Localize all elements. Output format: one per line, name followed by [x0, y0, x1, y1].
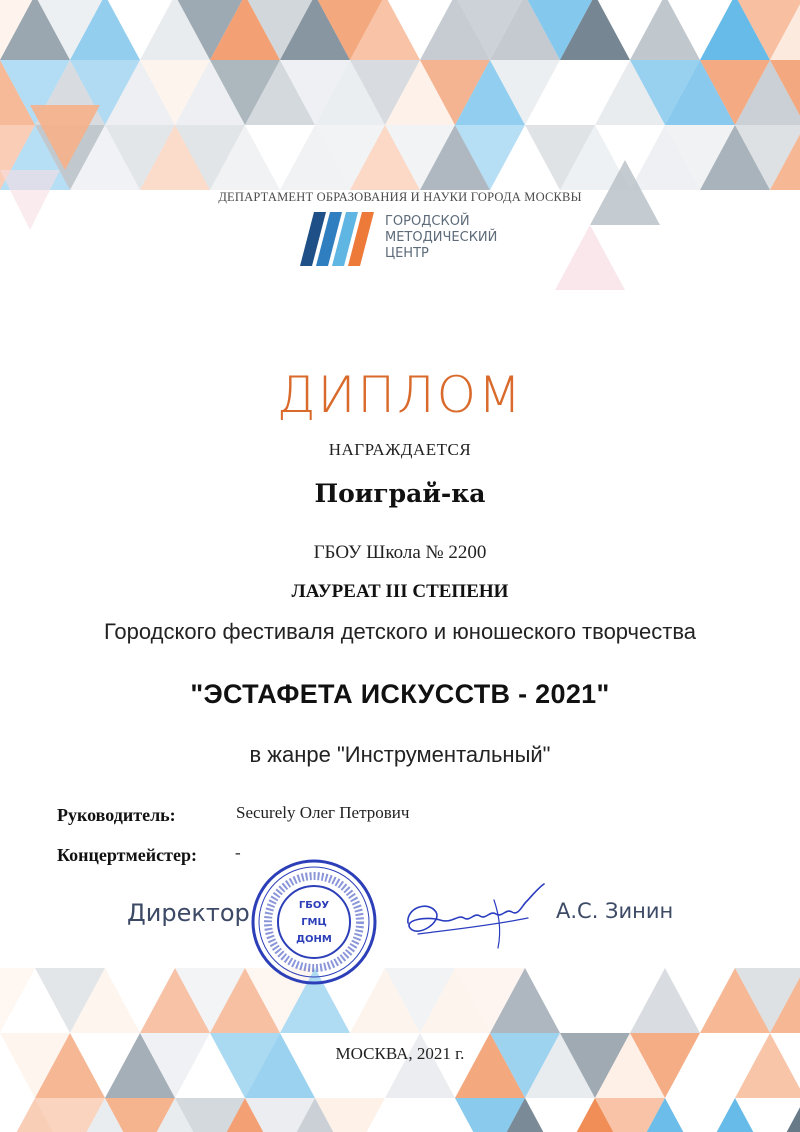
department-name: ДЕПАРТАМЕНТ ОБРАЗОВАНИЯ И НАУКИ ГОРОДА МОСКВЫ — [218, 190, 582, 204]
logo-line: ЦЕНТР — [385, 246, 429, 261]
gmc-logo-icon — [300, 212, 378, 266]
leader-value: Securely Олег Петрович — [236, 803, 410, 822]
logo-line: МЕТОДИЧЕСКИЙ — [385, 230, 498, 245]
leader-label: Руководитель: — [57, 805, 176, 825]
director-label: Директор — [127, 899, 250, 927]
logo-text — [385, 214, 497, 262]
seal-text-line: ГМЦ — [301, 917, 327, 928]
director-signature — [398, 878, 548, 958]
seal-text-line: ГБОУ — [298, 900, 330, 911]
award-degree: ЛАУРЕАТ III СТЕПЕНИ — [291, 581, 509, 602]
accompanist-label: Концертмейстер: — [57, 845, 197, 865]
awarded-label: НАГРАЖДАЕТСЯ — [328, 440, 472, 459]
director-name: А.С. Зинин — [556, 899, 674, 923]
seal-text-line: ДОНМ — [296, 934, 332, 945]
genre-text: в жанре "Инструментальный" — [249, 742, 551, 767]
diploma-title: ДИПЛОМ — [276, 366, 524, 424]
organization-name: ГБОУ Школа № 2200 — [313, 542, 487, 563]
recipient-name: Поиграй-ка — [314, 479, 486, 508]
official-seal — [249, 857, 379, 987]
event-name: "ЭСТАФЕТА ИСКУССТВ - 2021" — [190, 679, 610, 709]
logo-line: ГОРОДСКОЙ — [385, 214, 470, 229]
festival-name: Городского фестиваля детского и юношеского творчества — [103, 619, 697, 644]
accompanist-value: - — [235, 843, 241, 862]
city-year: МОСКВА, 2021 г. — [335, 1044, 465, 1063]
